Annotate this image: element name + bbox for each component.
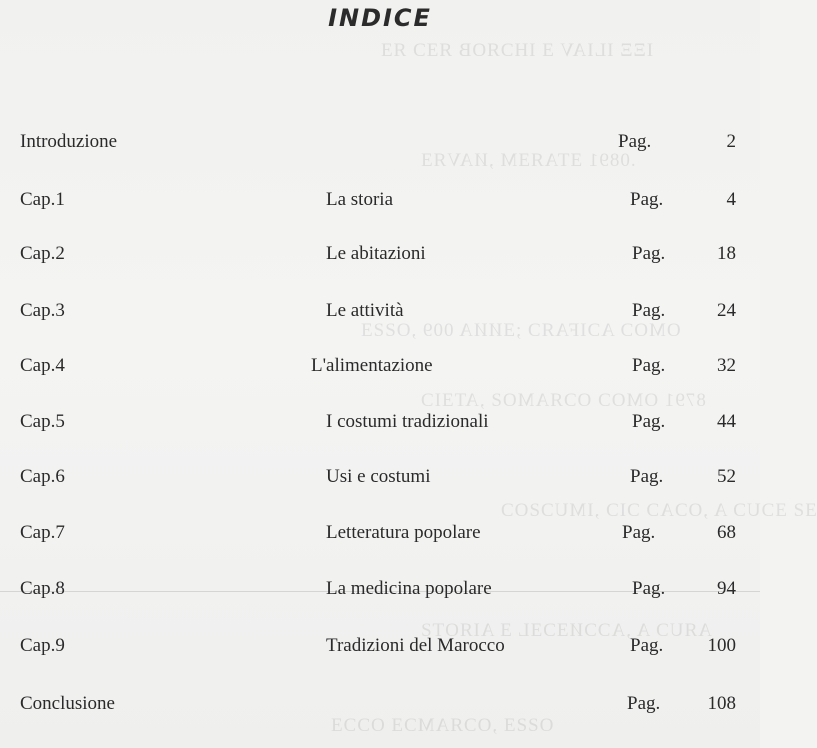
toc-chapter-title: Tradizioni del Marocco [326,635,505,656]
toc-entry [0,300,760,330]
toc-page-number: 44 [717,411,736,432]
toc-chapter-label: Conclusione [20,693,115,714]
toc-chapter-title: Le attività [326,300,404,321]
toc-page-label: Pag. [632,355,666,376]
toc-entry [0,189,760,219]
toc-page-number: 68 [717,522,736,543]
toc-chapter-label: Cap.8 [20,578,65,599]
toc-chapter-title: La storia [326,189,394,210]
toc-page-label: Pag. [618,131,652,152]
toc-page-number: 24 [717,300,736,321]
toc-entry [0,635,760,665]
toc-chapter-title: Usi e costumi [326,466,431,487]
bleed-through-decoration: AЯUƆ A ,AƆƆИƎƆƎL Ǝ AIЯOTƧ [420,620,712,641]
toc-page-label: Pag. [630,189,664,210]
toc-entry [0,693,760,723]
toc-chapter-label: Introduzione [20,131,118,152]
toc-chapter-title: Le abitazioni [326,243,426,264]
toc-page-number: 18 [717,243,736,264]
toc-page-label: Pag. [627,693,661,714]
toc-entry [0,411,760,441]
toc-entry [0,578,760,608]
toc-entry [0,522,760,552]
toc-entry [0,355,760,385]
toc-chapter-label: Cap.7 [20,522,65,543]
toc-chapter-label: Cap.9 [20,635,65,656]
toc-chapter-label: Cap.3 [20,300,65,321]
toc-page-number: 52 [717,466,736,487]
toc-entry [0,131,760,161]
toc-chapter-title: L'alimentazione [311,355,433,376]
toc-chapter-title: I costumi tradizionali [326,411,489,432]
page-title: INDICE [328,4,432,32]
bleed-through-decoration: IΞΞ ILIAV Ǝ IHƆЯOB ЯƎƆ ЯƎ [380,40,654,61]
toc-page-label: Pag. [632,411,666,432]
bleed-through-decoration: ƎƧ ƎƆUƆ A ,OƆAƆ ƆIƆ ,IMUƆƧOƆ [500,500,817,521]
toc-chapter-label: Cap.4 [20,355,65,376]
toc-entry [0,243,760,273]
toc-chapter-title: Letteratura popolare [326,522,481,543]
bleed-through-decoration: OMOƆ AƆIFAЯƆ ;ƎИИA 009 ,OƧƧƎ [360,320,681,341]
toc-page-number: 100 [707,635,736,656]
toc-chapter-title: La medicina popolare [326,578,492,599]
toc-page-label: Pag. [632,578,666,599]
toc-chapter-label: Cap.2 [20,243,65,264]
toc-page-number: 32 [717,355,736,376]
toc-chapter-label: Cap.5 [20,411,65,432]
toc-page-label: Pag. [622,522,656,543]
toc-chapter-label: Cap.6 [20,466,65,487]
toc-page-number: 2 [726,131,736,152]
bleed-through-decoration: OƧƧƎ ,OƆЯAMƆƎ OƆƆƎ [330,715,554,736]
toc-entry [0,466,760,496]
toc-page-label: Pag. [630,466,664,487]
toc-page-number: 94 [717,578,736,599]
toc-page-label: Pag. [630,635,664,656]
bleed-through-decoration: 8791 OMOƆ OƆЯAMOƧ ,ATƎIƆ [420,390,706,411]
toc-page-number: 4 [726,189,736,210]
toc-page-label: Pag. [632,243,666,264]
toc-chapter-label: Cap.1 [20,189,65,210]
toc-page-number: 108 [707,693,736,714]
bleed-through-decoration: .0891 ƎTAЯƎM ,ИAVЯƎ [420,150,636,171]
toc-page-label: Pag. [632,300,666,321]
